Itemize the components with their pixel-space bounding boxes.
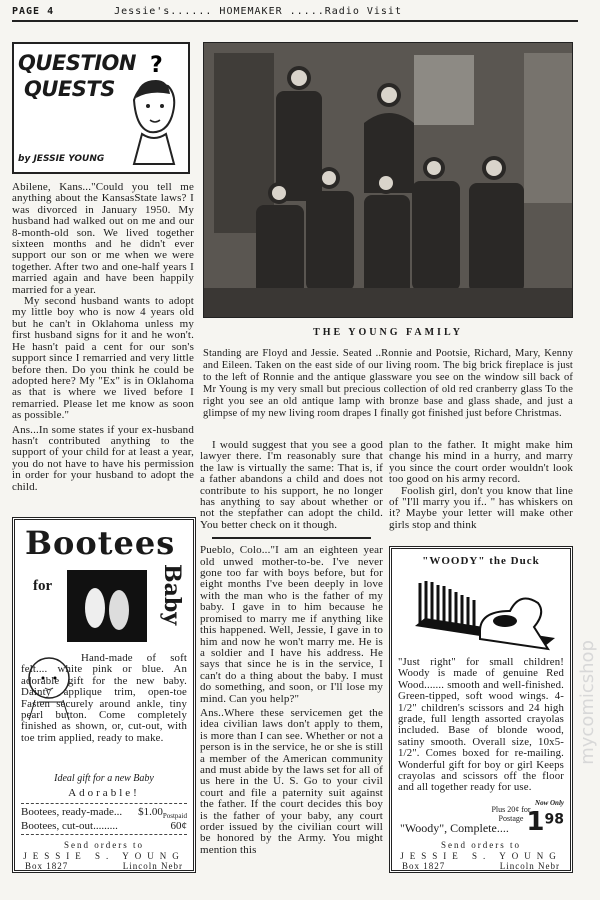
page-number: PAGE 4 [12,6,55,17]
ad-description: "Just right" for small children! Woody is made of genuine Red Wood....... smooth and well-finished. Green-tipped, soft wood wings. 4-1/2" children's scissors and 24 high grade, full length assorted crayolas included. Base of blonde wood, satiny smooth. Overall size, 10x5-1/2". Comes boxed for re-mailing. Wonderful gift for boy or girl Keeps crayolas and scissors off the floor and all together ready for use. [398,656,564,794]
ad-side-text: Baby [159,564,185,626]
publication-title: Jessie's...... HOMEMAKER .....Radio Visit [114,6,402,17]
seller-address: Box 1827 Lincoln Nebr [402,861,560,871]
column-title-box [12,42,190,174]
seller-name: JESSIE S. YOUNG [400,851,562,861]
price-list [21,803,187,835]
price-row: Bootees, cut-out......... 60¢ [21,820,187,833]
price: $1^{98}$ [526,807,564,837]
woody-duck-advertisement [389,546,573,873]
answer-paragraph: I would suggest that you see a good lawyer there. I'm reasonably sure that the law is virtually the same: That is, if a father abandons a child and does not contribute to his support, he no longer has anything to say about whether or not the stepfather can adopt the child. You better check on it though. [200,439,383,531]
send-orders: Send orders to [64,840,144,850]
letter-column-2 [200,440,383,856]
ad-for: for [33,578,53,594]
answer-paragraph: plan to the father. It might make him change his mind in a hurry, and marry you since the court order wouldn't look too good on his army record. [389,439,573,486]
photo-caption: Standing are Floyd and Jessie. Seated ..Ronnie and Pootsie, Richard, Mary, Kenny and Eileen. Taken on the east side of our living room. The big brick fireplace is just to the left of Ronnie and the antique glassware you see on the window sill back of Mr Young is my very small but precious collection of old red cranberry glass To the right you see an old antique lamp with bronze base and glass shade, and just a glimpse of my new living room drapes I finally got finished just before Christmas. [203,348,573,420]
price-row: Bootees, ready-made... $\$1.00_{Postpaid}$ [21,806,187,821]
item-line: "Woody", Complete.... [400,821,509,835]
ad-description: Hand-made of soft felt.... white pink or blue. An adorable gift for the new baby. Dainty applique trim, open-toe Fasten securely around ankle, tiny pearl button. Come completely finished as shown, or, cut-out, with toe trim applied, ready to make. [21,652,187,744]
seller-name: JESSIE S. YOUNG [23,851,185,861]
woman-illustration-icon [122,50,184,168]
column-title: QUESTION QUESTS [18,51,136,101]
answer-paragraph: Ans...In some states if your ex-husband hasn't contributed anything to the support of your child for at least a year, you do not have to have his permission in order for your husband to adopt the child. [12,423,194,493]
answer-paragraph: Ans..Where these servicemen get the idea civilian laws don't apply to them, is more than I can see. Whether or not a person is in the service, he or she is still a member of the American community and must abide by the laws set for all of us here in the U. S. Go to your civil court and file a paternity suit against the father. If the court decides this boy is the father of your baby, any court order issued by the civilian court will be honored by the Army. You might mention this [200,706,383,856]
now-only-label: Now Only [535,799,564,807]
watermark: mycomicshop [577,640,598,765]
postage-note: Plus 20¢ for Postage [491,805,531,823]
bootees-advertisement [12,517,196,873]
byline: by JESSIE YOUNG [18,154,105,164]
divider [212,537,371,539]
letter-column-3 [389,440,573,531]
family-photo [203,42,573,318]
ad-title: "WOODY" the Duck [422,555,540,567]
letter-paragraph: My second husband wants to adopt my little boy who is now 4 years old but he can't in Oklahoma unless my first husband signs for it and he won't. He hasn't paid a cent for our son's support since I remarried and very little before then. Do you think he could be adopted here? My "Ex" is in Oklahoma as that is where we lived before I remarried. Please let me know as soon as possible." [12,295,194,422]
bootees-photo [67,570,147,642]
woody-duck-illustration-icon [410,571,560,651]
photo-caption-title: THE YOUNG FAMILY [313,327,463,338]
letter-paragraph: Pueblo, Colo..."I am an eighteen year old unwed mother-to-be. I've never gone too far with boys before, but for eight months I've been deeply in love with the man who is the father of my baby. I gave in to him because he promised to marry me if anything like this happened. Well, Jessie, I gave in to him and now he won't marry me. He is a soldier and I have his address. He says that since he is in the service, I can't do a thing about the baby. I must do something, and soon, or I'll lose my mind. Can you help?" [200,544,383,705]
ad-script-line: Ideal gift for a new Baby [54,773,154,784]
send-orders: Send orders to [441,840,521,850]
answer-paragraph: Foolish girl, don't you know that line of "I'll marry you if.. " has whiskers on it? Maybe your letter will make other girls stop and think [389,484,573,531]
letter-paragraph: Abilene, Kans..."Could you tell me anything about the KansasState laws? I was divorced in January 1950. My husband had walked out on me and our 8-month-old son. We lived together sixteen months and he didn't ever support our son or me when we were together. After two and one-half years I married again and have been happily married for a year. [12,181,194,296]
letter-column-1 [12,182,194,493]
ad-title: Bootees [25,524,176,562]
page-header [12,6,578,22]
seller-address: Box 1827 Lincoln Nebr [25,861,183,871]
svg-text:?: ? [150,53,163,78]
ad-tagline: Adorable! [68,787,140,799]
